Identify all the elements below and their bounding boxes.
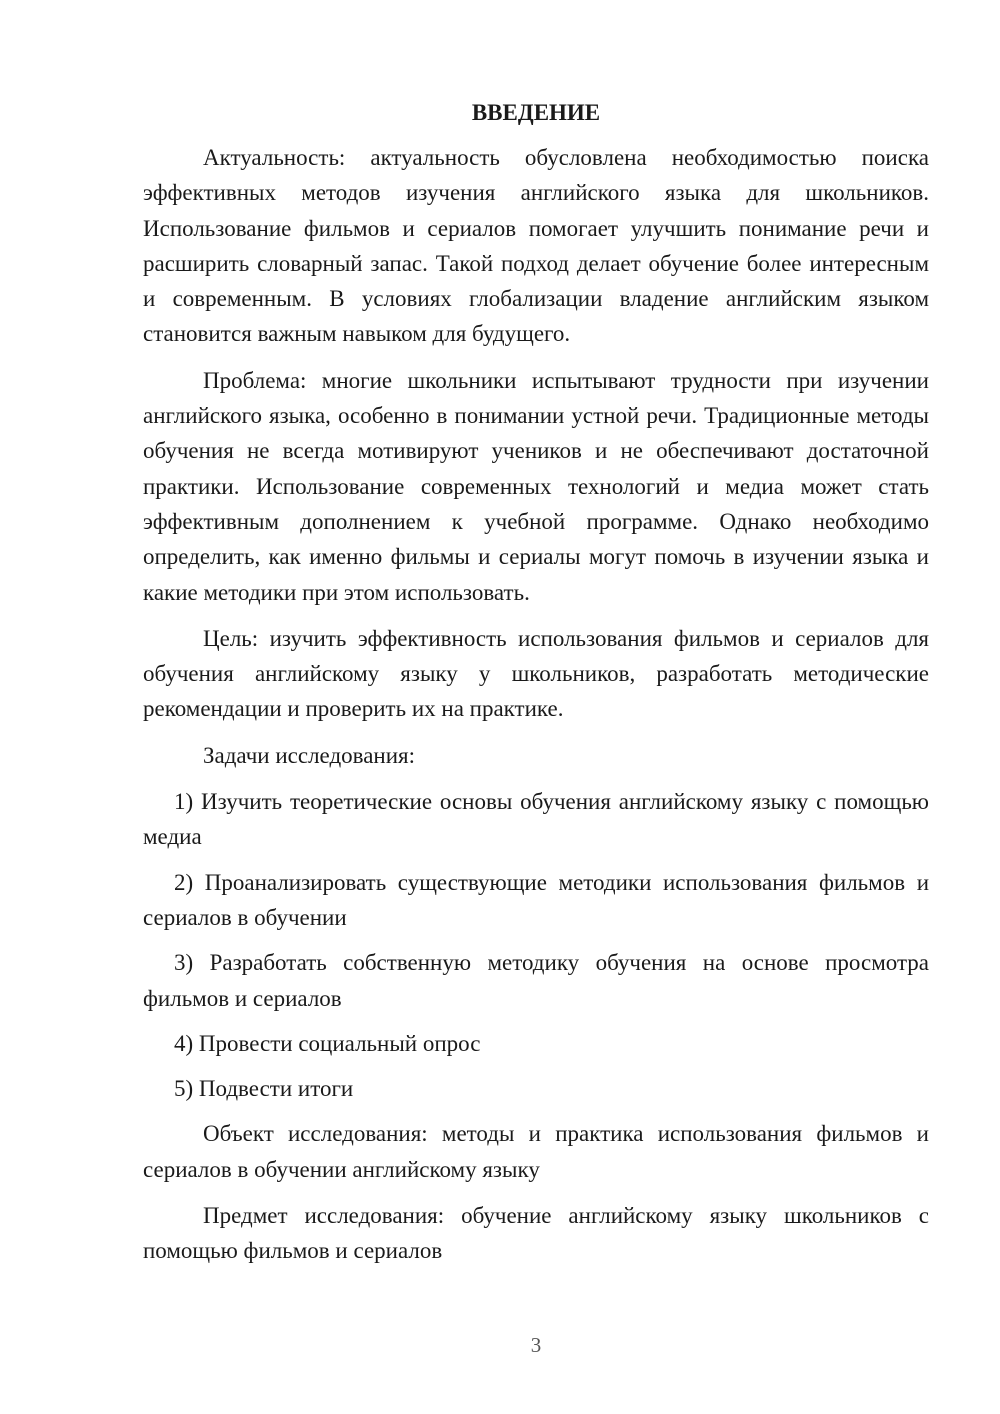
- task-item-2: 2) Проанализировать существующие методики использования фильмов и сериалов в обучении: [143, 869, 929, 930]
- task-item-3: 3) Разработать собственную методику обучения на основе просмотра фильмов и сериалов: [143, 950, 929, 1011]
- page-content: [143, 95, 929, 1280]
- task-item-4: 4) Провести социальный опрос: [174, 1030, 481, 1056]
- tasks-heading: Задачи исследования:: [203, 742, 416, 768]
- goal-paragraph: Цель: изучить эффективность использования фильмов и сериалов для обучения английскому языку у школьников, разработать методические рекомендации и проверить их на практике.: [143, 625, 929, 722]
- relevance-paragraph: Актуальность: актуальность обусловлена необходимостью поиска эффективных методов изучения английского языка для школьников. Использование фильмов и сериалов помогает улучшить понимание речи и расширить словарный запас. Такой подход делает обучение более интересным и современным. В условиях глобализации владение английским языком становится важным навыком для будущего.: [143, 145, 929, 347]
- problem-paragraph: Проблема: многие школьники испытывают трудности при изучении английского языка, особенно в понимании устной речи. Традиционные методы обучения не всегда мотивируют учеников и не обеспечивают достаточной практики. Использование современных технологий и медиа может стать эффективным дополнением к учебной программе. Однако необходимо определить, как именно фильмы и сериалы могут помочь в изучении языка и какие методики при этом использовать.: [143, 367, 929, 605]
- task-item-1: 1) Изучить теоретические основы обучения английскому языку с помощью медиа: [143, 789, 929, 850]
- subject-paragraph: Предмет исследования: обучение английскому языку школьников с помощью фильмов и сериалов: [143, 1203, 929, 1264]
- task-item-5: 5) Подвести итоги: [174, 1076, 354, 1102]
- section-title: ВВЕДЕНИЕ: [471, 100, 601, 125]
- object-paragraph: Объект исследования: методы и практика использования фильмов и сериалов в обучении английскому языку: [143, 1121, 929, 1182]
- page-number: 3: [530, 1333, 542, 1357]
